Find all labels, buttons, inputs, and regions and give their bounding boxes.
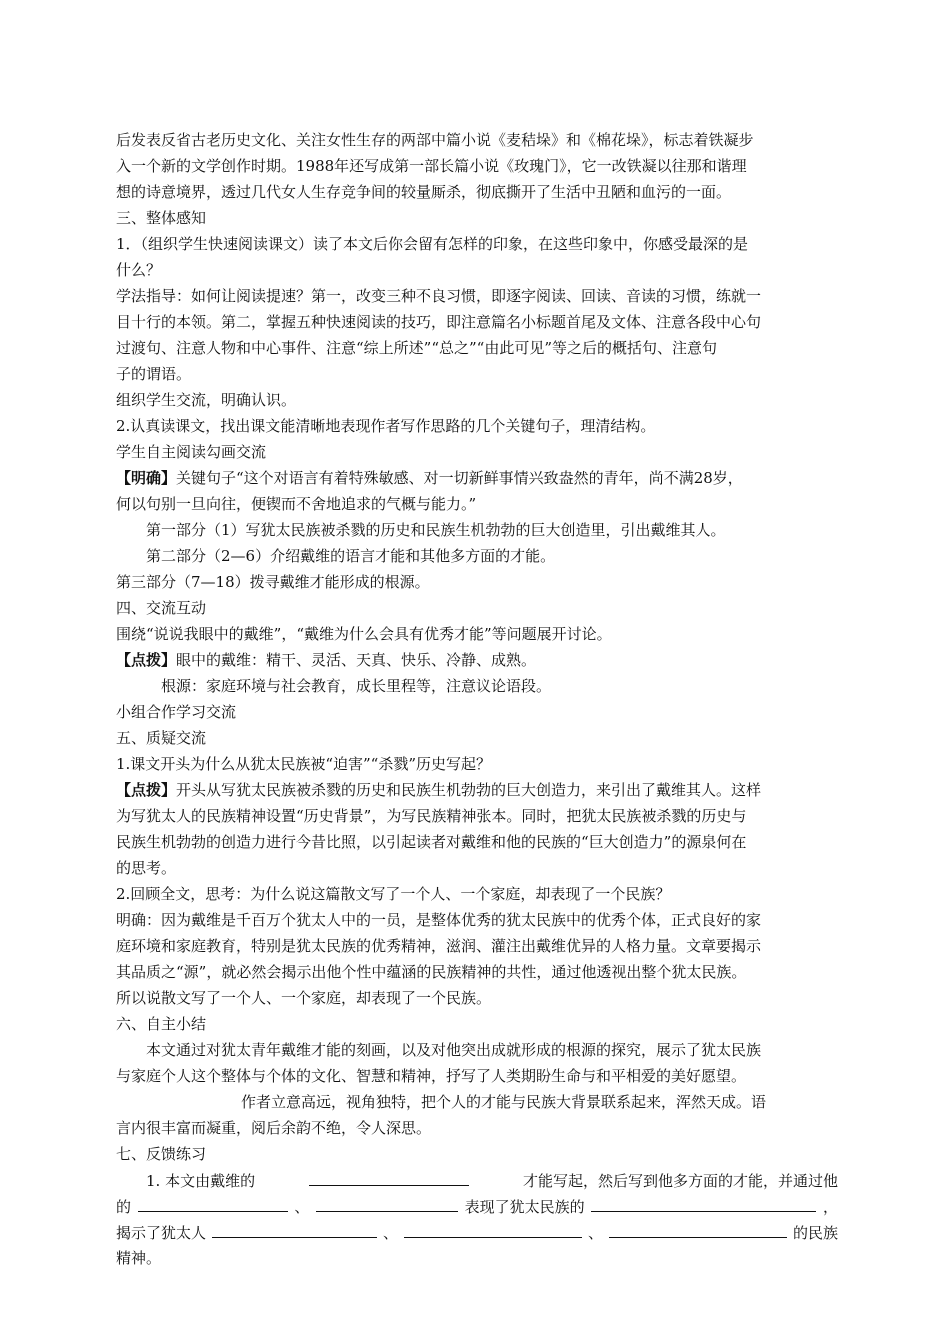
dianbo-text-1: 眼中的戴维：精干、灵活、天真、快乐、冷静、成熟。 — [176, 651, 537, 669]
answer-line-1: 明确：因为戴维是千百万个犹太人中的一员，是整体优秀的犹太民族中的优秀个体，正式良好的家 — [116, 911, 762, 929]
dianbo-line-5: 的思考。 — [116, 859, 177, 877]
exercise-text-g: 揭示了犹太人 — [116, 1224, 207, 1242]
dianbo-line-3: 为写犹太人的民族精神设置“历史背景”，为写民族精神张本。同时，把犹太民族被杀戮的历史与 — [116, 807, 747, 825]
question-1-line-1: 1．（组织学生快速阅读课文）读了本文后你会留有怎样的印象，在这些印象中，你感受最深的是 — [116, 235, 749, 253]
answer-line-4: 所以说散文写了一个人、一个家庭，却表现了一个民族。 — [116, 989, 492, 1007]
group-line: 小组合作学习交流 — [116, 703, 237, 721]
summary-2-line-1: 作者立意高远，视角独特，把个人的才能与民族大背景联系起来，浑然天成。语 — [241, 1093, 767, 1111]
blank-5[interactable] — [212, 1219, 377, 1238]
exercise-text-h: 、 — [382, 1224, 398, 1242]
exercise-text-a: 1. 本文由戴维的 — [146, 1172, 256, 1190]
method-line-2: 目十行的本领。第二，掌握五种快速阅读的技巧，即注意篇名小标题首尾及文体、注意各段中心句 — [116, 313, 762, 331]
blank-4[interactable] — [591, 1193, 816, 1212]
question-5-2: 2.回顾全文，思考：为什么说这篇散文写了一个人、一个家庭，却表现了一个民族？ — [116, 885, 671, 903]
exercise-text-b: 才能写起，然后写到他多方面的才能，并通过他 — [522, 1172, 838, 1190]
blank-1[interactable] — [309, 1167, 469, 1186]
exercise-text-d: 、 — [294, 1198, 310, 1216]
question-1-line-2: 什么？ — [116, 261, 162, 279]
exercise-row-3 — [116, 1219, 838, 1245]
dianbo-line-1 — [116, 647, 838, 673]
method-line-4: 子的谓语。 — [116, 365, 192, 383]
exercise-text-j: 的民族 — [792, 1224, 838, 1242]
dianbo-tag-1: 【点拨】 — [116, 651, 177, 669]
exercise-text-e: 表现了犹太民族的 — [464, 1198, 585, 1216]
blank-3[interactable] — [316, 1193, 458, 1212]
dianbo-line-2 — [116, 777, 838, 803]
blank-6[interactable] — [404, 1219, 582, 1238]
answer-line-3: 其品质之“源”，就必然会揭示出他个性中蕴涵的民族精神的共性，通过他透视出整个犹太民族。 — [116, 963, 747, 981]
exercise-text-f: ， — [822, 1198, 838, 1216]
mingque-line-2: 何以句别一旦向往，便锲而不舍地追求的气概与能力。” — [116, 495, 477, 513]
method-line-1: 学法指导：如何让阅读提速？第一，改变三种不良习惯，即逐字阅读、回读、音读的习惯，练就一 — [116, 287, 762, 305]
summary-1-line-1: 本文通过对犹太青年戴维才能的刻画，以及对他突出成就形成的根源的探究，展示了犹太民族 — [146, 1041, 762, 1059]
method-line-3: 过渡句、注意人物和中心事件、注意“综上所述”“总之”“由此可见”等之后的概括句、注意句 — [116, 339, 718, 357]
section-3-title: 三、整体感知 — [116, 209, 207, 227]
exercise-row-4: 精神。 — [116, 1249, 162, 1267]
intro-line-3: 想的诗意境界，透过几代女人生存竞争间的较量厮杀，彻底撕开了生活中丑陋和血污的一面。 — [116, 183, 732, 201]
root-line: 根源：家庭环境与社会教育，成长里程等，注意议论语段。 — [161, 677, 552, 695]
document-page — [116, 127, 838, 1271]
exercise-row-2 — [116, 1193, 838, 1219]
answer-line-2: 庭环境和家庭教育，特别是犹太民族的优秀精神，滋润、灌注出戴维优异的人格力量。文章要揭示 — [116, 937, 762, 955]
exercise-text-c: 的 — [116, 1198, 132, 1216]
dianbo-text-2: 开头从写犹太民族被杀戮的历史和民族生机勃勃的巨大创造力，来引出了戴维其人。这样 — [176, 781, 762, 799]
dianbo-line-4: 民族生机勃勃的创造力进行今昔比照，以引起读者对戴维和他的民族的“巨大创造力”的源泉何在 — [116, 833, 747, 851]
section-6-title: 六、自主小结 — [116, 1015, 207, 1033]
blank-2[interactable] — [138, 1193, 288, 1212]
part-2-line: 第二部分（2—6）介绍戴维的语言才能和其他多方面的才能。 — [146, 547, 556, 565]
exercise-text-i: 、 — [587, 1224, 603, 1242]
mingque-tag: 【明确】 — [116, 469, 177, 487]
summary-2-line-2: 言内很丰富而凝重，阅后余韵不绝，令人深思。 — [116, 1119, 432, 1137]
section-4-title: 四、交流互动 — [116, 599, 207, 617]
question-2: 2.认真读课文，找出课文能清晰地表现作者写作思路的几个关键句子，理清结构。 — [116, 417, 656, 435]
question-5-1: 1.课文开头为什么从犹太民族被“迫害”“杀戮”历史写起？ — [116, 755, 491, 773]
organize-line: 组织学生交流，明确认识。 — [116, 391, 297, 409]
intro-line-2: 入一个新的文学创作时期。1988年还写成第一部长篇小说《玫瑰门》，它一改铁凝以往那和谐理 — [116, 157, 747, 175]
exercise-row-1 — [116, 1167, 838, 1193]
summary-1-line-2: 与家庭个人这个整体与个体的文化、智慧和精神，抒写了人类期盼生命与和平相爱的美好愿望。 — [116, 1067, 747, 1085]
self-read-line: 学生自主阅读勾画交流 — [116, 443, 267, 461]
mingque-text-1: 关键句子“这个对语言有着特殊敏感、对一切新鲜事情兴致盎然的青年，尚不满28岁， — [176, 469, 743, 487]
section-5-title: 五、质疑交流 — [116, 729, 207, 747]
blank-7[interactable] — [609, 1219, 787, 1238]
part-3-line: 第三部分（7—18）拨寻戴维才能形成的根源。 — [116, 573, 430, 591]
discuss-line: 围绕“说说我眼中的戴维”，“戴维为什么会具有优秀才能”等问题展开讨论。 — [116, 625, 612, 643]
part-1-line: 第一部分（1）写犹太民族被杀戮的历史和民族生机勃勃的巨大创造里，引出戴维其人。 — [146, 521, 726, 539]
intro-line-1: 后发表反省古老历史文化、关注女性生存的两部中篇小说《麦秸垛》和《棉花垛》，标志着铁凝步 — [116, 131, 754, 149]
section-7-title: 七、反馈练习 — [116, 1145, 207, 1163]
mingque-line-1 — [116, 465, 838, 491]
dianbo-tag-2: 【点拨】 — [116, 781, 177, 799]
